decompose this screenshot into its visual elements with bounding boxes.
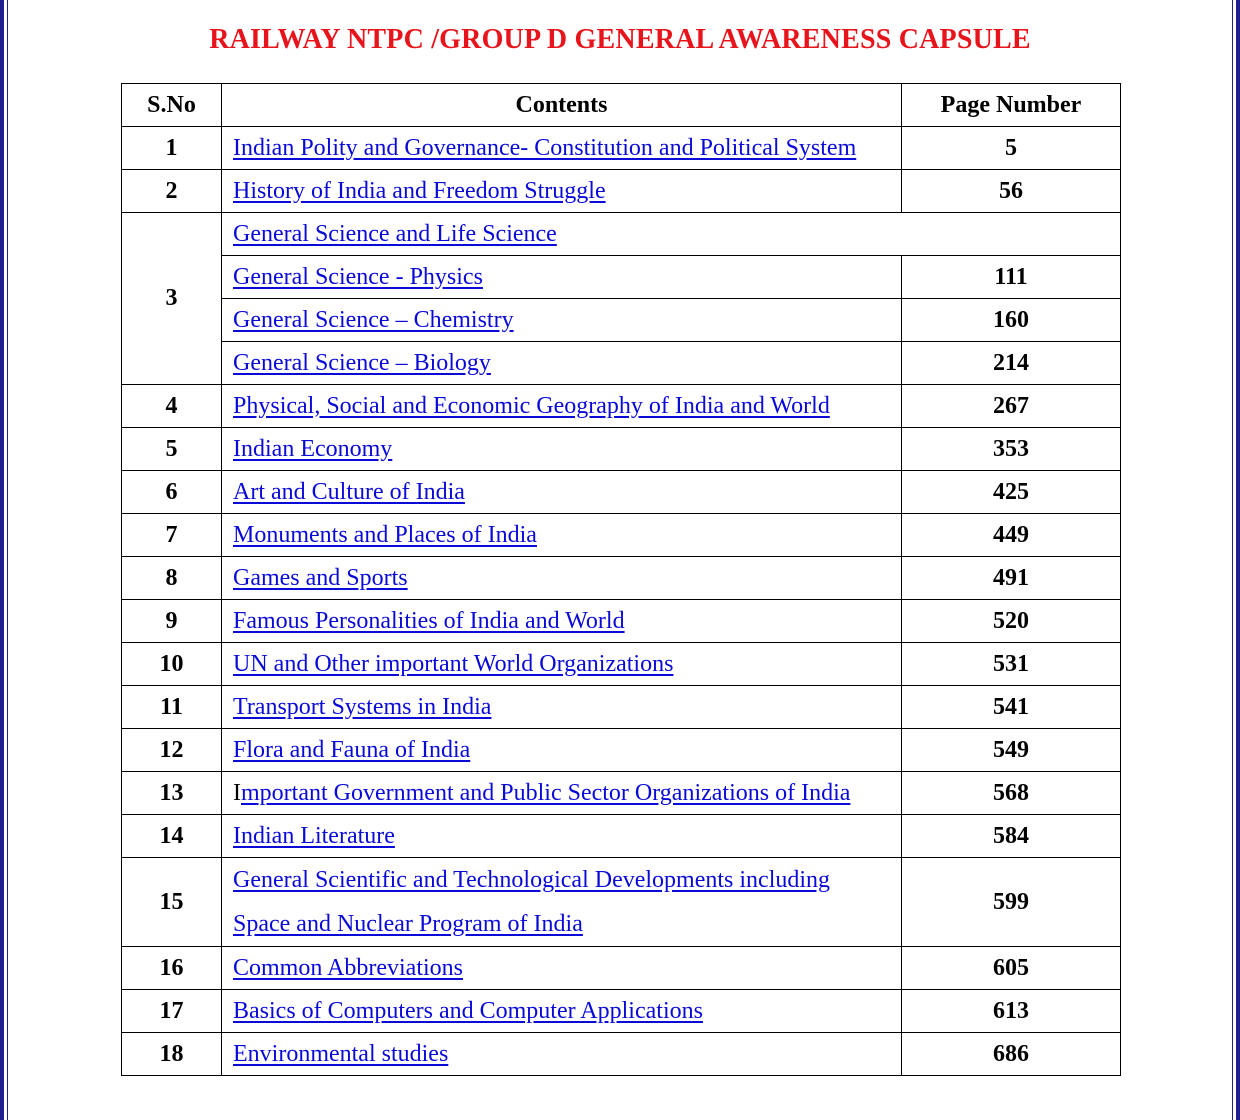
row-page: 541	[902, 686, 1121, 729]
toc-link[interactable]: Games and Sports	[233, 564, 408, 591]
row-page: 353	[902, 428, 1121, 471]
row-content	[222, 1033, 902, 1076]
table-row	[122, 127, 1121, 170]
row-content	[222, 557, 902, 600]
table-row	[122, 428, 1121, 471]
row-page: 584	[902, 815, 1121, 858]
table-subrow	[122, 256, 1121, 299]
table-row	[122, 600, 1121, 643]
toc-link[interactable]: History of India and Freedom Struggle	[233, 177, 606, 204]
toc-link[interactable]: Space and Nuclear Program of India	[233, 911, 583, 937]
row-sno: 4	[122, 385, 222, 428]
table-row	[122, 213, 1121, 256]
table-row	[122, 514, 1121, 557]
row-content	[222, 600, 902, 643]
toc-link[interactable]: General Science and Life Science	[233, 220, 557, 247]
table-of-contents	[121, 83, 1121, 1076]
row-content	[222, 947, 902, 990]
toc-link[interactable]: Common Abbreviations	[233, 954, 463, 981]
row-content	[222, 815, 902, 858]
toc-link[interactable]: Transport Systems in India	[233, 693, 492, 720]
toc-link[interactable]: Basics of Computers and Computer Applications	[233, 997, 703, 1024]
row-content	[222, 428, 902, 471]
row-page: 214	[902, 342, 1121, 385]
toc-link[interactable]: Indian Literature	[233, 822, 395, 849]
row-content	[222, 342, 902, 385]
row-page: 531	[902, 643, 1121, 686]
table-subrow	[122, 299, 1121, 342]
row-page: 5	[902, 127, 1121, 170]
table-row	[122, 170, 1121, 213]
row-page: 160	[902, 299, 1121, 342]
header-contents: Contents	[222, 84, 902, 127]
row-content	[222, 990, 902, 1033]
table-header-row	[122, 84, 1121, 127]
row-sno: 16	[122, 947, 222, 990]
table-row	[122, 729, 1121, 772]
row-content	[222, 772, 902, 815]
toc-link[interactable]: Indian Polity and Governance- Constitution and Political System	[233, 134, 857, 161]
row-page: 686	[902, 1033, 1121, 1076]
page-border-right	[1236, 0, 1240, 1120]
row-sno: 15	[122, 858, 222, 947]
row-page: 568	[902, 772, 1121, 815]
table-row	[122, 643, 1121, 686]
toc-link[interactable]: General Scientific and Technological Developments including	[233, 867, 831, 893]
row-page: 111	[902, 256, 1121, 299]
toc-link[interactable]: mportant Government and Public Sector Organizations of India	[241, 779, 851, 806]
table-row	[122, 947, 1121, 990]
row-page: 449	[902, 514, 1121, 557]
row-sno: 5	[122, 428, 222, 471]
table-subrow	[122, 342, 1121, 385]
row-sno: 12	[122, 729, 222, 772]
row-sno: 2	[122, 170, 222, 213]
row-page: 491	[902, 557, 1121, 600]
header-sno: S.No	[122, 84, 222, 127]
row-page: 425	[902, 471, 1121, 514]
table-row	[122, 772, 1121, 815]
row-sno: 6	[122, 471, 222, 514]
toc-link[interactable]: General Science – Biology	[233, 349, 491, 376]
row-page: 613	[902, 990, 1121, 1033]
row-content	[222, 213, 1121, 256]
row-sno: 9	[122, 600, 222, 643]
row-page: 605	[902, 947, 1121, 990]
row-page: 267	[902, 385, 1121, 428]
row-sno: 18	[122, 1033, 222, 1076]
row-sno: 10	[122, 643, 222, 686]
toc-link[interactable]: Physical, Social and Economic Geography of India and World	[233, 392, 830, 419]
row-sno: 17	[122, 990, 222, 1033]
table-row	[122, 686, 1121, 729]
row-content	[222, 170, 902, 213]
row-sno: 8	[122, 557, 222, 600]
toc-link[interactable]: Environmental studies	[233, 1040, 449, 1067]
row-sno: 13	[122, 772, 222, 815]
header-page-number: Page Number	[902, 84, 1121, 127]
table-row	[122, 990, 1121, 1033]
toc-link[interactable]: Indian Economy	[233, 435, 393, 462]
table-row	[122, 1033, 1121, 1076]
toc-link[interactable]: General Science – Chemistry	[233, 306, 514, 333]
row-content	[222, 256, 902, 299]
row-content	[222, 729, 902, 772]
row-page: 549	[902, 729, 1121, 772]
row-content	[222, 858, 902, 947]
document-title: RAILWAY NTPC /GROUP D GENERAL AWARENESS CAPSULE	[209, 24, 1031, 55]
row-content	[222, 385, 902, 428]
row-page: 56	[902, 170, 1121, 213]
row-content	[222, 299, 902, 342]
row-content	[222, 643, 902, 686]
table-row	[122, 385, 1121, 428]
page-border-left	[0, 0, 4, 1120]
row-content	[222, 686, 902, 729]
row-content	[222, 127, 902, 170]
table-row	[122, 815, 1121, 858]
row-sno: 3	[122, 213, 222, 385]
table-row	[122, 557, 1121, 600]
row-sno: 11	[122, 686, 222, 729]
row-sno: 14	[122, 815, 222, 858]
table-row	[122, 858, 1121, 947]
row-sno: 1	[122, 127, 222, 170]
row-sno: 7	[122, 514, 222, 557]
row-page: 520	[902, 600, 1121, 643]
toc-link[interactable]: Monuments and Places of India	[233, 521, 537, 548]
row-content	[222, 471, 902, 514]
toc-link[interactable]: Flora and Fauna of India	[233, 736, 471, 763]
toc-link[interactable]: UN and Other important World Organizations	[233, 650, 674, 677]
table-row	[122, 471, 1121, 514]
toc-link[interactable]: Art and Culture of India	[233, 478, 465, 505]
toc-link[interactable]: General Science - Physics	[233, 263, 483, 290]
toc-prefix: I	[233, 779, 241, 806]
row-page: 599	[902, 858, 1121, 947]
row-content	[222, 514, 902, 557]
toc-link[interactable]: Famous Personalities of India and World	[233, 607, 625, 634]
